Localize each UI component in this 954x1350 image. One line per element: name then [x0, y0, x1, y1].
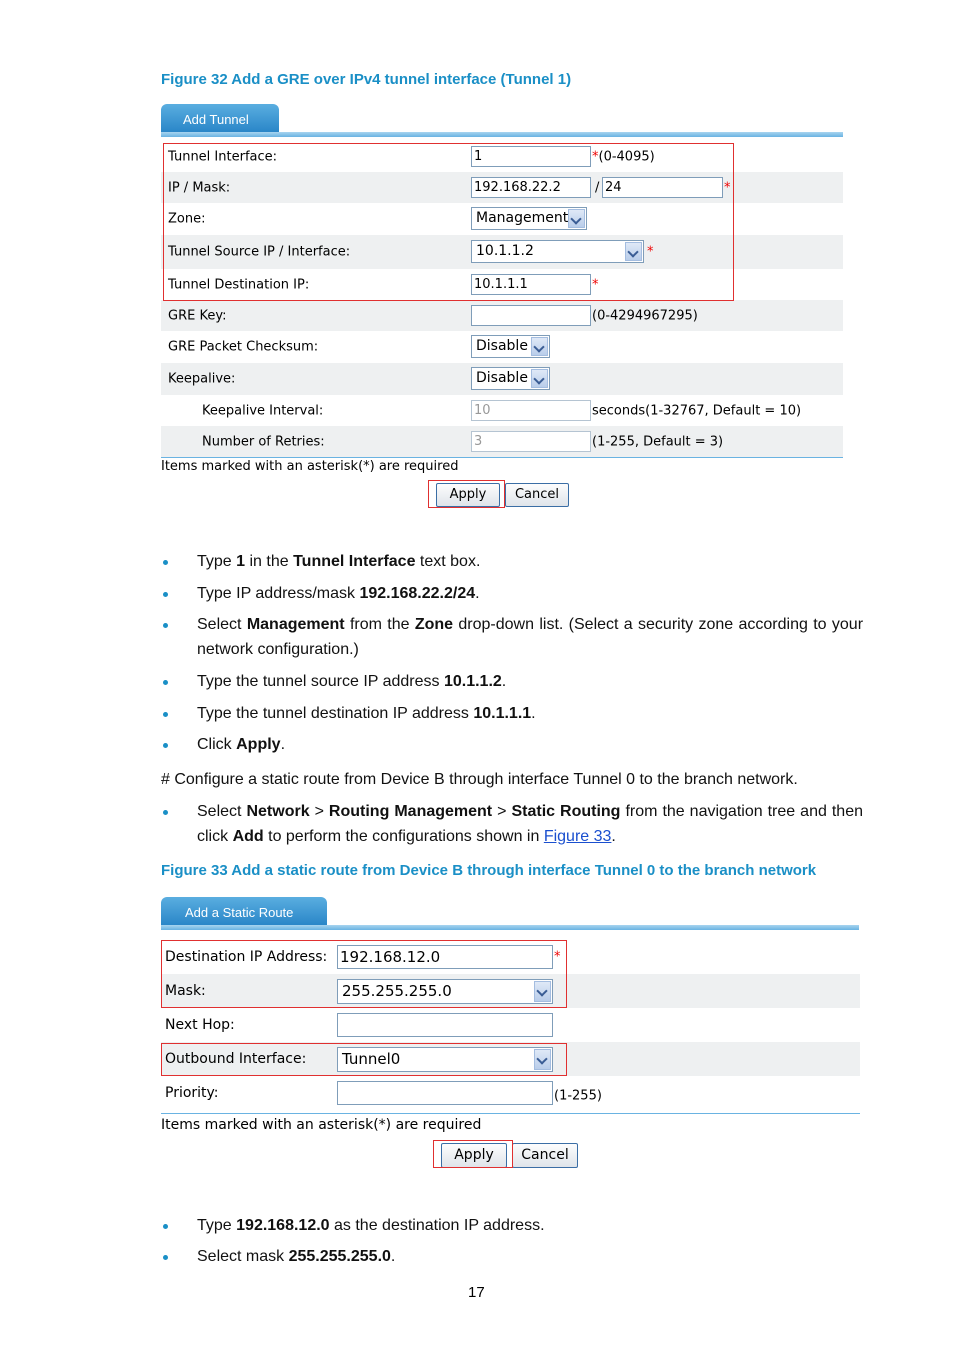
tunnel-dest-label: Tunnel Destination IP:: [168, 277, 310, 292]
static-route-form: [161, 940, 860, 1108]
gre-key-input[interactable]: [471, 305, 591, 326]
chevron-down-icon[interactable]: [531, 369, 548, 388]
row-zone: [161, 203, 843, 235]
outbound-select-value: Tunnel0: [342, 1050, 401, 1068]
tab-underline: [161, 132, 843, 137]
tunnel-form: [161, 141, 843, 457]
priority-label: Priority:: [165, 1085, 219, 1101]
figure-33-link[interactable]: Figure 33: [543, 828, 612, 845]
step-2: Type IP address/mask 192.168.22.2/24.: [197, 585, 480, 602]
row-keepalive-interval: [161, 395, 843, 426]
tunnel-interface-label: Tunnel Interface:: [168, 149, 278, 164]
mask-input[interactable]: 24: [602, 177, 723, 198]
mask-select[interactable]: [337, 979, 553, 1004]
figure-33-caption: Figure 33 Add a static route from Device B through interface Tunnel 0 to the branch network: [161, 862, 817, 879]
row-next-hop: [161, 1008, 860, 1042]
required-note: Items marked with an asterisk(*) are required: [161, 1117, 482, 1133]
step-dest-ip: Type 192.168.12.0 as the destination IP address.: [197, 1217, 545, 1234]
tunnel-source-required-star: *: [647, 244, 654, 260]
retries-hint: (1-255, Default = 3): [592, 434, 724, 449]
gre-key-label: GRE Key:: [168, 308, 227, 323]
apply-button[interactable]: Apply: [436, 483, 500, 507]
figure-32-caption: Figure 32 Add a GRE over IPv4 tunnel interface (Tunnel 1): [161, 71, 572, 88]
tab-add-tunnel[interactable]: Add Tunnel: [161, 104, 279, 132]
retries-input[interactable]: 3: [471, 431, 591, 452]
tab-underline: [161, 925, 859, 930]
dest-ip-label: Destination IP Address:: [165, 949, 328, 965]
cancel-button[interactable]: Cancel: [505, 483, 569, 507]
bullet: [163, 592, 168, 597]
chevron-down-icon[interactable]: [531, 337, 548, 356]
dest-ip-required-star: *: [554, 949, 561, 965]
add-static-route-panel: [161, 897, 859, 930]
row-ip-mask: [161, 172, 843, 203]
step-4: Type the tunnel source IP address 10.1.1.2.: [197, 673, 507, 690]
zone-select[interactable]: [471, 207, 587, 230]
keepalive-interval-label: Keepalive Interval:: [202, 403, 324, 418]
form-bottom-line: [161, 457, 843, 458]
dest-ip-input[interactable]: 192.168.12.0: [337, 945, 553, 969]
step-6: Click Apply.: [197, 736, 286, 753]
next-hop-input[interactable]: [337, 1013, 553, 1037]
row-gre-key: [161, 300, 843, 331]
outbound-label: Outbound Interface:: [165, 1051, 307, 1067]
row-tunnel-interface: [161, 141, 843, 172]
row-dest-ip: [161, 940, 860, 974]
row-retries: [161, 426, 843, 457]
ip-mask-label: IP / Mask:: [168, 180, 231, 195]
gre-checksum-value: Disable: [476, 338, 528, 354]
bullet: [163, 712, 168, 717]
tab-add-static-route[interactable]: Add a Static Route: [161, 897, 327, 925]
step-1: Type 1 in the Tunnel Interface text box.: [197, 553, 481, 570]
chevron-down-icon[interactable]: [534, 981, 551, 1002]
keepalive-interval-input[interactable]: 10: [471, 400, 591, 421]
gre-checksum-select[interactable]: [471, 335, 550, 358]
next-hop-label: Next Hop:: [165, 1017, 235, 1033]
row-mask: [161, 974, 860, 1008]
page-number: 17: [468, 1284, 485, 1301]
tunnel-dest-required-star: *: [592, 277, 599, 292]
outbound-select[interactable]: [337, 1047, 553, 1072]
mask-label: Mask:: [165, 983, 206, 999]
form-bottom-line: [161, 1113, 860, 1114]
row-outbound: [161, 1042, 860, 1076]
keepalive-interval-hint: seconds(1-32767, Default = 10): [592, 403, 802, 418]
tunnel-interface-input[interactable]: 1: [471, 146, 591, 167]
bullet: [163, 560, 168, 565]
tunnel-source-select[interactable]: [471, 240, 644, 263]
tunnel-interface-hint: *(0-4095): [592, 149, 655, 164]
step-mask: Select mask 255.255.255.0.: [197, 1248, 396, 1265]
step-5: Type the tunnel destination IP address 10.1.1.1.: [197, 705, 536, 722]
cancel-button[interactable]: Cancel: [512, 1143, 578, 1168]
tunnel-source-value: 10.1.1.2: [476, 243, 534, 259]
row-keepalive: [161, 363, 843, 395]
row-tunnel-dest: [161, 269, 843, 300]
bullet: [163, 743, 168, 748]
chevron-down-icon[interactable]: [568, 209, 585, 228]
ip-input[interactable]: 192.168.22.2: [471, 177, 591, 198]
retries-label: Number of Retries:: [202, 434, 325, 449]
bullet: [163, 1224, 168, 1229]
priority-input[interactable]: [337, 1081, 553, 1105]
mask-select-value: 255.255.255.0: [342, 982, 452, 1000]
keepalive-value: Disable: [476, 370, 528, 386]
bullet: [163, 680, 168, 685]
required-note: Items marked with an asterisk(*) are required: [161, 459, 459, 474]
configure-line: # Configure a static route from Device B through interface Tunnel 0 to the branch network.: [161, 771, 798, 788]
chevron-down-icon[interactable]: [534, 1049, 551, 1070]
keepalive-label: Keepalive:: [168, 371, 236, 387]
row-gre-checksum: [161, 331, 843, 363]
bullet: [163, 1255, 168, 1260]
nav-step: Select Network > Routing Management > Static Routing from the navigation tree and then click Add to perform the configurations shown in Figure 33.: [197, 803, 863, 845]
chevron-down-icon[interactable]: [625, 242, 642, 261]
tunnel-source-label: Tunnel Source IP / Interface:: [168, 244, 351, 260]
gre-checksum-label: GRE Packet Checksum:: [168, 339, 319, 355]
gre-key-hint: (0-4294967295): [592, 308, 698, 323]
tunnel-dest-input[interactable]: 10.1.1.1: [471, 274, 591, 295]
bullet: [163, 623, 168, 628]
keepalive-select[interactable]: [471, 367, 550, 390]
add-tunnel-panel: [161, 104, 843, 137]
priority-hint: (1-255): [554, 1088, 602, 1104]
apply-button[interactable]: Apply: [441, 1143, 507, 1168]
zone-select-value: Management: [476, 210, 569, 226]
ip-mask-required-star: *: [724, 180, 731, 195]
row-tunnel-source: [161, 235, 843, 269]
bullet: [163, 810, 168, 815]
zone-label: Zone:: [168, 211, 206, 227]
row-priority: [161, 1076, 860, 1110]
step-3: Select Management from the Zone drop-down list. (Select a security zone according to your network configuration.): [197, 616, 864, 658]
ip-mask-separator: /: [595, 180, 600, 195]
